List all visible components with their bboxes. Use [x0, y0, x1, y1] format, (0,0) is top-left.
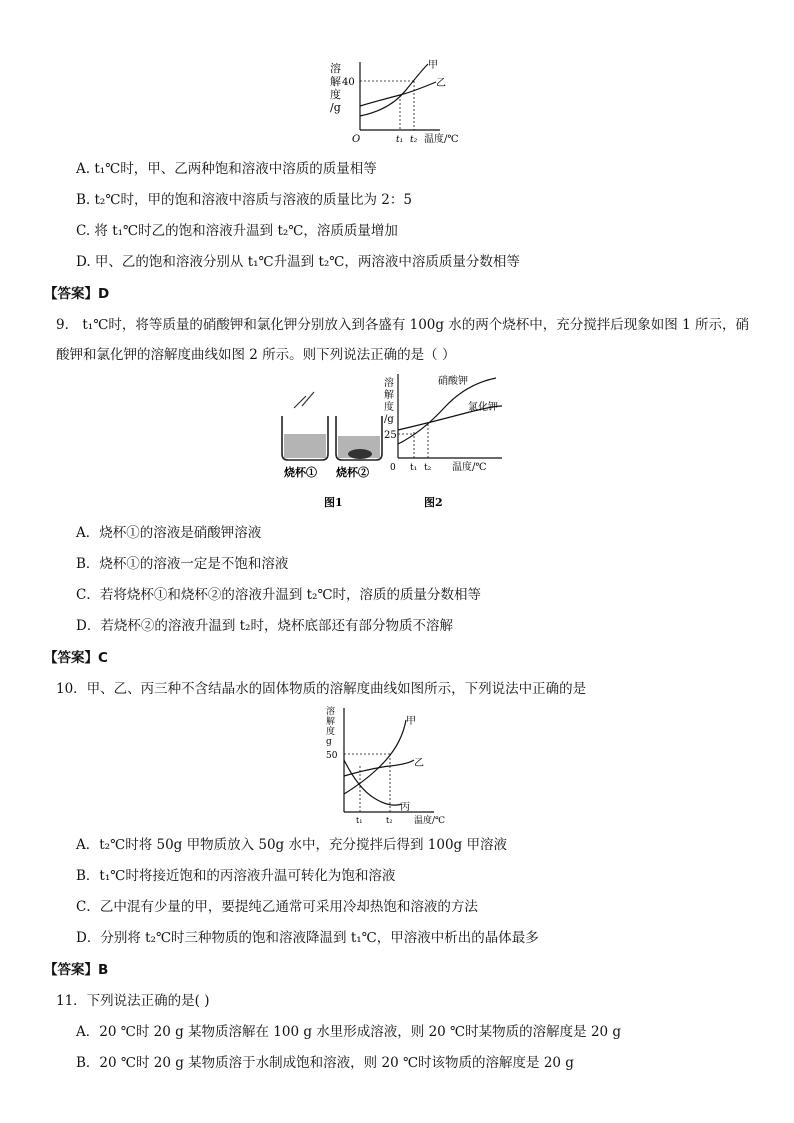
- ylabel-char: 度: [330, 88, 341, 101]
- q9-option-b: B．烧杯①的溶液一定是不饱和溶液: [76, 556, 289, 572]
- curve-yi: [344, 760, 414, 776]
- ylabel-char: 解: [326, 717, 336, 727]
- q10-option-d: D．分别将 t₂℃时三种物质的饱和溶液降温到 t₁℃，甲溶液中析出的晶体最多: [76, 930, 539, 946]
- beaker-2-solid: [348, 449, 372, 459]
- x-axis-label: 温度/℃: [424, 134, 459, 145]
- ylabel-char: 溶: [384, 378, 394, 389]
- q9-stem-line1: 9． t₁℃时，将等质量的硝酸钾和氯化钾分别放入到各盛有 100g 水的两个烧杯中，充分搅拌后现象如图 1 所示，硝: [56, 317, 749, 333]
- q8-answer: 【答案】D: [44, 286, 110, 302]
- origin-label: O: [352, 134, 361, 145]
- series-label-potassium-nitrate: 硝酸钾: [438, 376, 468, 387]
- x-tick-t2: t₂: [410, 135, 418, 145]
- q9-stem-line2: 酸钾和氯化钾的溶解度曲线如图 2 所示。则下列说法正确的是（ ）: [56, 347, 456, 363]
- ylabel-char: 解: [330, 75, 341, 88]
- ylabel-char: /g: [384, 414, 394, 425]
- q9-answer: 【答案】C: [44, 650, 108, 666]
- ylabel-char: 溶: [326, 707, 336, 717]
- series-label-yi: 乙: [414, 758, 424, 769]
- origin-label: 0: [390, 463, 396, 473]
- q10-option-c: C．乙中混有少量的甲，要提纯乙通常可采用冷却热饱和溶液的方法: [76, 899, 478, 915]
- curve-jia: [344, 720, 406, 794]
- q11-option-b: B．20 ℃时 20 g 某物质溶于水制成饱和溶液，则 20 ℃时该物质的溶解度是 20 g: [76, 1055, 574, 1071]
- q11-option-a: A．20 ℃时 20 g 某物质溶解在 100 g 水里形成溶液，则 20 ℃时某物质的溶解度是 20 g: [76, 1024, 622, 1040]
- q9-option-a: A．烧杯①的溶液是硝酸钾溶液: [76, 525, 262, 541]
- series-label-potassium-chloride: 氯化钾: [468, 402, 498, 413]
- x-axis-label: 温度/℃: [452, 462, 487, 473]
- beaker-1-liquid: [284, 434, 326, 458]
- y-tick-label: 50: [326, 751, 338, 761]
- q10-stem: 10．甲、乙、丙三种不含结晶水的固体物质的溶解度曲线如图所示，下列说法中正确的是: [56, 681, 587, 697]
- q8-option-a: A. t₁℃时，甲、乙两种饱和溶液中溶质的质量相等: [76, 161, 377, 177]
- q10-option-b: B．t₁℃时将接近饱和的丙溶液升温可转化为饱和溶液: [76, 868, 396, 884]
- curve-yi: [360, 82, 436, 106]
- ylabel-char: 度: [384, 402, 394, 413]
- solubility-chart-q10: [322, 704, 462, 826]
- beaker-figure-q9: [272, 372, 512, 514]
- x-tick-t2: t₂: [424, 463, 432, 473]
- x-tick-t2: t₂: [386, 816, 393, 825]
- beaker-2-label: 烧杯②: [336, 466, 369, 479]
- curve-jia: [360, 64, 428, 116]
- spoon: [294, 392, 314, 408]
- q8-option-b: B. t₂℃时，甲的饱和溶液中溶质与溶液的质量比为 2：5: [76, 192, 412, 208]
- x-axis-label: 温度/℃: [414, 816, 446, 826]
- q10-option-a: A．t₂℃时将 50g 甲物质放入 50g 水中，充分搅拌后得到 100g 甲溶液: [76, 837, 507, 853]
- x-tick-t1: t₁: [356, 816, 363, 825]
- q11-stem: 11．下列说法正确的是( ): [56, 993, 210, 1009]
- q9-option-d: D．若烧杯②的溶液升温到 t₂时，烧杯底部还有部分物质不溶解: [76, 618, 453, 634]
- series-label-jia: 甲: [428, 60, 438, 71]
- figure-2-caption: 图2: [424, 496, 443, 509]
- q10-answer: 【答案】B: [44, 962, 109, 978]
- q9-option-c: C．若将烧杯①和烧杯②的溶液升温到 t₂℃时，溶质的质量分数相等: [76, 587, 482, 603]
- q8-option-c: C. 将 t₁℃时乙的饱和溶液升温到 t₂℃，溶质质量增加: [76, 223, 398, 239]
- curve-bing: [344, 760, 402, 805]
- series-label-jia: 甲: [406, 716, 416, 727]
- solubility-chart-q8: [328, 58, 478, 148]
- series-label-bing: 丙: [400, 802, 410, 813]
- q8-option-d: D. 甲、乙的饱和溶液分别从 t₁℃升温到 t₂℃，两溶液中溶质质量分数相等: [76, 254, 520, 270]
- ylabel-char: g: [326, 737, 332, 747]
- x-tick-t1: t₁: [410, 463, 418, 473]
- series-label-yi: 乙: [436, 78, 446, 89]
- beaker-1-label: 烧杯①: [284, 466, 317, 479]
- ylabel-char: /g: [330, 101, 341, 114]
- y-tick-label: 25: [384, 430, 397, 441]
- y-tick-label: 40: [342, 77, 355, 88]
- ylabel-char: 溶: [330, 62, 341, 75]
- figure-1-caption: 图1: [324, 496, 343, 509]
- x-tick-t1: t₁: [396, 135, 404, 145]
- ylabel-char: 解: [384, 390, 394, 401]
- ylabel-char: 度: [326, 727, 336, 737]
